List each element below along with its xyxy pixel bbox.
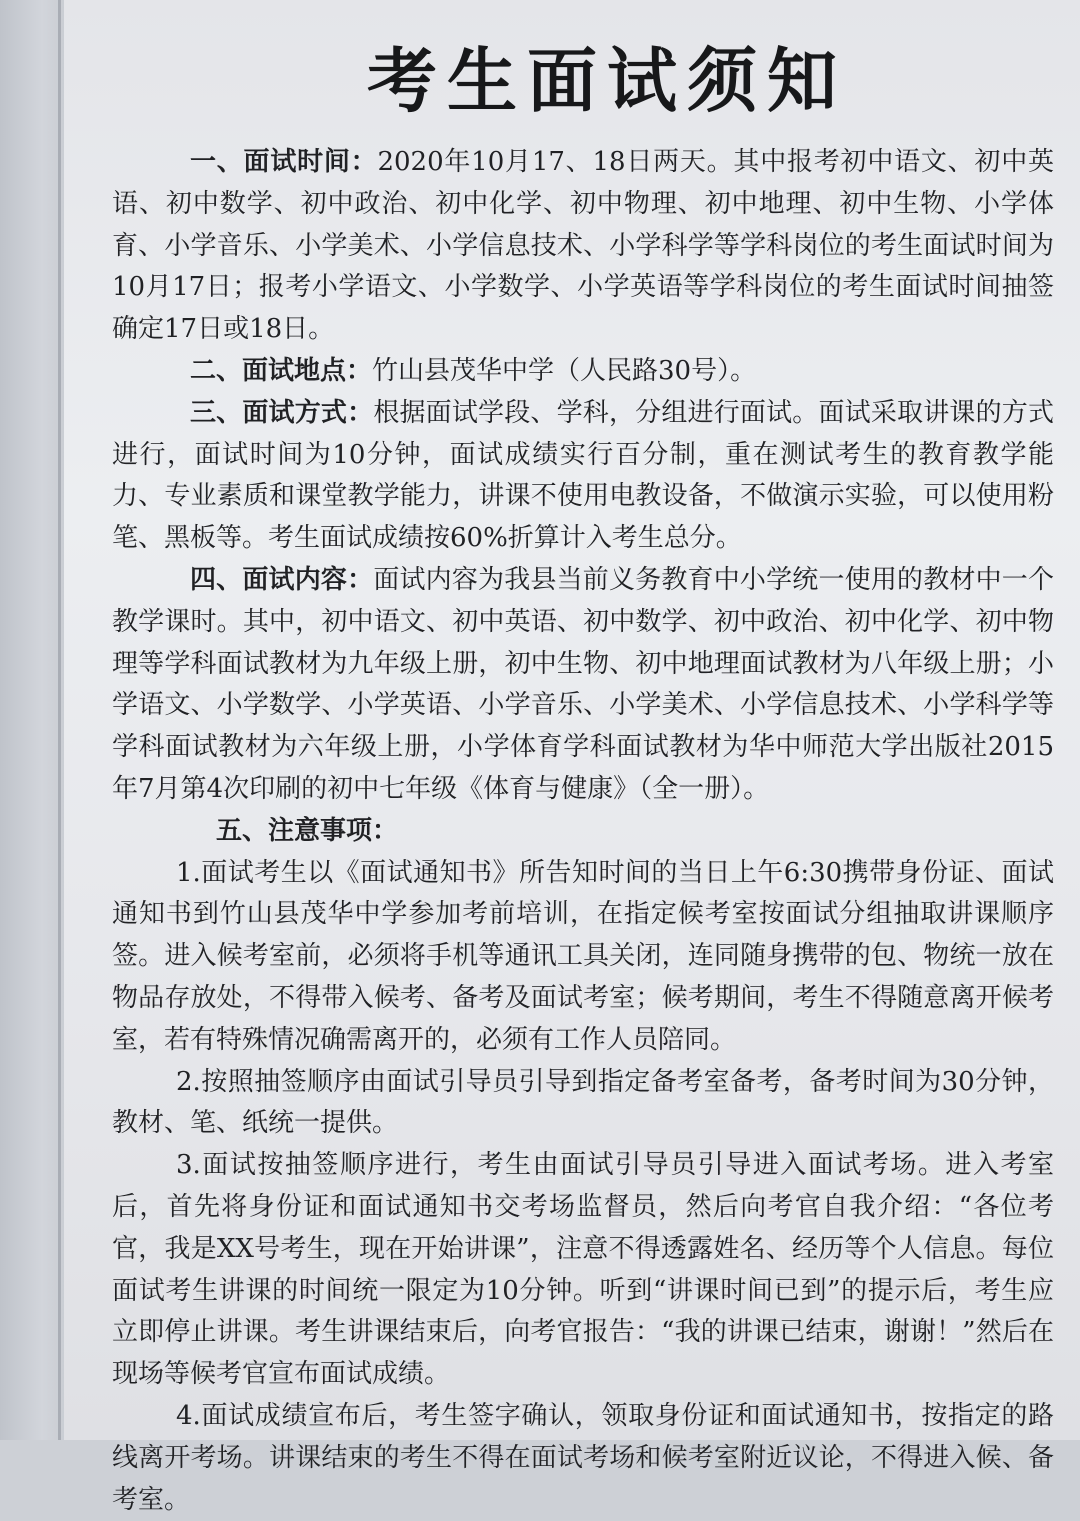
note-item-3: 3.面试按抽签顺序进行，考生由面试引导员引导进入面试考场。进入考室后，首先将身份证和面试通知书交考场监督员，然后向考官自我介绍：“各位考官，我是XX号考生，现在开始讲课”，注意不得透露姓名、经历等个人信息。每位面试考生讲课的时间统一限定为10分钟。听到“讲课时间已到”的提示后，考生应立即停止讲课。考生讲课结束后，向考官报告：“我的讲课已结束，谢谢！”然后在现场等候考官宣布面试成绩。 [112, 1150, 1054, 1390]
section-content [112, 560, 1054, 811]
section-heading: 四、面试内容： [190, 564, 374, 595]
section-text: 2020年10月17、18日两天。其中报考初中语文、初中英语、初中数学、初中政治、初中化学、初中物理、初中地理、初中生物、小学体育、小学音乐、小学美术、小学信息技术、小学科学等学科岗位的考生面试时间为10月17日；报考小学语文、小学数学、小学英语等学科岗位的考生面试时间抽签确定17日或18日。 [112, 147, 1054, 345]
section-text: 根据面试学段、学科，分组进行面试。面试采取讲课的方式进行，面试时间为10分钟，面试成绩实行百分制，重在测试考生的教育教学能力、专业素质和课堂教学能力，讲课不使用电教设备，不做演示实验，可以使用粉笔、黑板等。考生面试成绩按60%折算计入考生总分。 [112, 397, 1054, 554]
section-text: 面试内容为我县当前义务教育中小学统一使用的教材中一个教学课时。其中，初中语文、初中英语、初中数学、初中政治、初中化学、初中物理等学科面试教材为九年级上册，初中生物、初中地理面试教材为八年级上册；小学语文、小学数学、小学英语、小学音乐、小学美术、小学信息技术、小学科学等学科面试教材为六年级上册，小学体育学科面试教材为华中师范大学出版社2015年7月第4次印刷的初中七年级《体育与健康》（全一册）。 [112, 564, 1054, 804]
section-location [112, 351, 1054, 393]
section-heading: 三、面试方式： [190, 397, 374, 428]
section-method [112, 393, 1054, 560]
section-time [112, 142, 1054, 351]
section-heading: 一、面试时间： [190, 147, 378, 177]
note-item-2: 2.按照抽签顺序由面试引导员引导到指定备考室备考，备考时间为30分钟，教材、笔、纸统一提供。 [112, 1066, 1054, 1139]
note-item-4: 4.面试成绩宣布后，考生签字确认，领取身份证和面试通知书，按指定的路线离开考场。讲课结束的考生不得在面试考场和候考室附近议论，不得进入候、备考室。 [112, 1400, 1054, 1515]
section-heading: 二、面试地点： [190, 355, 373, 386]
section-notes [112, 811, 1054, 853]
notice-sheet [64, 0, 1080, 1515]
section-text: 竹山县茂华中学（人民路30号）。 [372, 355, 757, 386]
section-heading: 五、注意事项： [216, 815, 399, 846]
paper-edge [58, 0, 61, 1440]
page-title: 考生面试须知 [367, 40, 847, 122]
note-item-1: 1.面试考生以《面试通知书》所告知时间的当日上午6:30携带身份证、面试通知书到竹山县茂华中学参加考前培训，在指定候考室按面试分组抽取讲课顺序签。进入候考室前，必须将手机等通讯工具关闭，连同随身携带的包、物统一放在物品存放处，不得带入候考、备考及面试考室；候考期间，考生不得随意离开候考室，若有特殊情况确需离开的，必须有工作人员陪同。 [112, 857, 1054, 1055]
